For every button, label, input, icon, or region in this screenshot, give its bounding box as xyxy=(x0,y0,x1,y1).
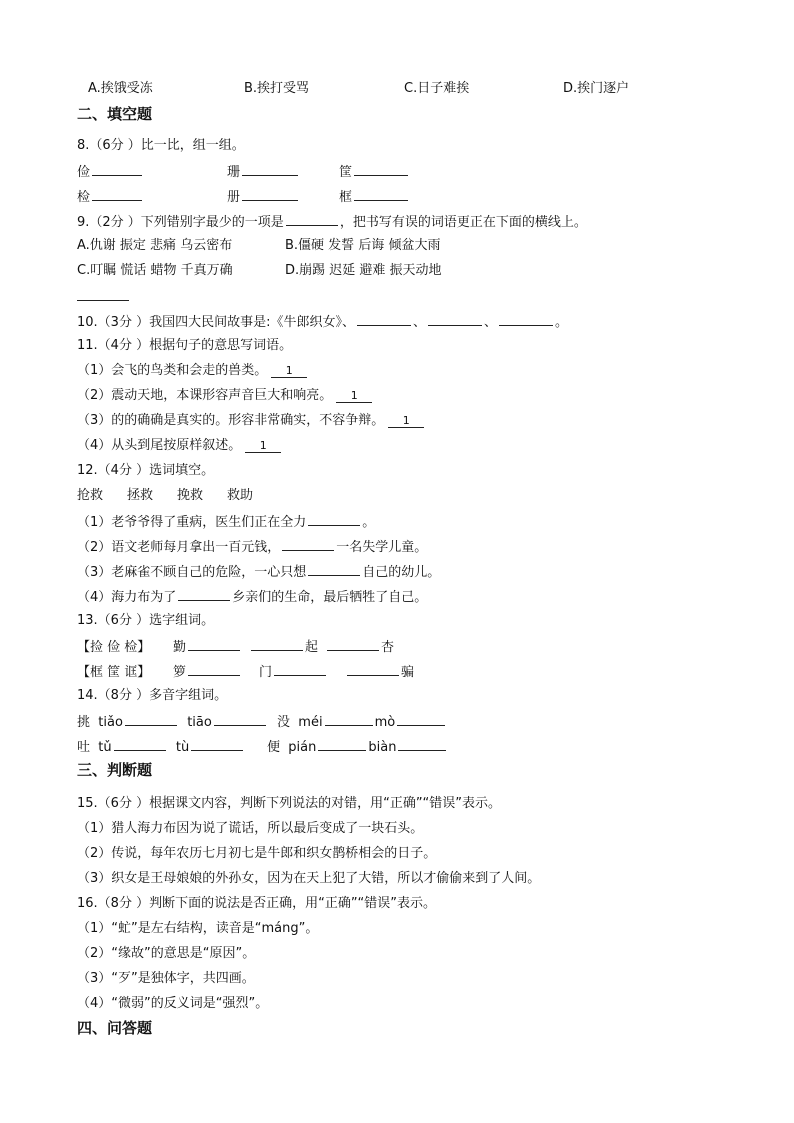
section-title-fill-in: 二、填空题 xyxy=(77,105,153,123)
q15-item-3: （3）织女是王母娘娘的外孙女，因为在天上犯了大错，所以才偷偷来到了人间。 xyxy=(77,871,541,886)
answer-blank[interactable] xyxy=(188,662,240,676)
answer-blank[interactable] xyxy=(428,312,482,326)
q16-item-1: （1）“虻”是左右结构，读音是“máng”。 xyxy=(77,921,319,936)
q8-row-2 xyxy=(77,187,410,207)
q11-stem: 11.（4分 ）根据句子的意思写词语。 xyxy=(77,338,293,353)
answer-blank[interactable] xyxy=(327,637,379,651)
answer-mark[interactable]: 1 xyxy=(388,414,424,428)
answer-blank[interactable] xyxy=(282,537,334,551)
answer-blank[interactable] xyxy=(92,187,142,201)
answer-blank[interactable] xyxy=(286,212,338,226)
q15-stem: 15.（6分 ）根据课文内容，判断下列说法的对错，用“正确”“错误”表示。 xyxy=(77,796,502,811)
word-option: 抢救 xyxy=(77,488,104,503)
answer-mark[interactable]: 1 xyxy=(271,364,307,378)
answer-blank[interactable] xyxy=(325,712,373,726)
q12-sentence-4: （4）海力布为了 乡亲们的生命，最后牺牲了自己。 xyxy=(77,587,427,607)
q9-option-a: A.仇谢 振定 悲痛 乌云密布 xyxy=(77,238,233,253)
q12-sentence-2: （2）语文老师每月拿出一百元钱， 一名失学儿童。 xyxy=(77,537,427,557)
answer-blank[interactable] xyxy=(308,562,360,576)
q12-sentence-1: （1）老爷爷得了重病，医生们正在全力 。 xyxy=(77,512,375,532)
q7-option-d: D.挨门逐户 xyxy=(563,81,630,96)
q9-option-d: D.崩踢 迟延 避难 振天动地 xyxy=(285,263,442,278)
q13-group-1: 【捡 俭 检】 勤 起 杏 xyxy=(77,637,394,657)
q13-stem: 13.（6分 ）选字组词。 xyxy=(77,613,215,628)
q16-stem: 16.（8分 ）判断下面的说法是否正确，用“正确”“错误”表示。 xyxy=(77,896,437,911)
answer-blank[interactable] xyxy=(354,162,408,176)
answer-blank[interactable] xyxy=(274,662,326,676)
q12-stem: 12.（4分 ）选词填空。 xyxy=(77,463,215,478)
q16-item-4: （4）“微弱”的反义词是“强烈”。 xyxy=(77,996,269,1011)
answer-blank[interactable] xyxy=(357,312,411,326)
word-option: 拯救 xyxy=(127,488,154,503)
q14-row-1: 挑 tiǎo tiāo 没 méi mò xyxy=(77,712,447,732)
section-title-judgement: 三、判断题 xyxy=(77,761,153,779)
answer-blank[interactable] xyxy=(125,712,177,726)
q8-char: 筐 xyxy=(339,165,353,180)
answer-mark[interactable]: 1 xyxy=(245,439,281,453)
q11-item-1: （1）会飞的鸟类和会走的兽类。 1 xyxy=(77,362,307,380)
q8-stem: 8.（6分 ）比一比，组一组。 xyxy=(77,138,245,153)
answer-blank[interactable] xyxy=(188,637,240,651)
q15-item-2: （2）传说，每年农历七月初七是牛郎和织女鹊桥相会的日子。 xyxy=(77,846,437,861)
word-option: 救助 xyxy=(227,488,254,503)
q11-item-2: （2）震动天地，本课形容声音巨大和响亮。 1 xyxy=(77,387,372,405)
q7-option-c: C.日子难挨 xyxy=(404,81,470,96)
q14-stem: 14.（8分 ）多音字组词。 xyxy=(77,688,228,703)
q8-char: 珊 xyxy=(227,165,241,180)
q16-item-3: （3）“歹”是独体字，共四画。 xyxy=(77,971,255,986)
q13-group-2: 【框 筐 诓】 箩 门 骗 xyxy=(77,662,414,682)
q8-char: 检 xyxy=(77,190,91,205)
q12-sentence-3: （3）老麻雀不顾自己的危险，一心只想 自己的幼儿。 xyxy=(77,562,440,582)
q7-option-a: A.挨饿受冻 xyxy=(88,81,153,96)
section-title-questions: 四、问答题 xyxy=(77,1019,153,1037)
q9-correction-line[interactable] xyxy=(77,287,129,307)
answer-blank[interactable] xyxy=(499,312,553,326)
q8-row-1 xyxy=(77,162,410,182)
answer-blank[interactable] xyxy=(114,737,166,751)
q16-item-2: （2）“缘故”的意思是“原因”。 xyxy=(77,946,256,961)
answer-blank[interactable] xyxy=(242,162,298,176)
answer-blank[interactable] xyxy=(92,162,142,176)
q12-word-bank xyxy=(77,487,253,505)
answer-blank[interactable] xyxy=(214,712,266,726)
answer-blank[interactable] xyxy=(354,187,408,201)
q11-item-4: （4）从头到尾按原样叙述。 1 xyxy=(77,437,281,455)
answer-blank[interactable] xyxy=(397,712,445,726)
answer-blank[interactable] xyxy=(318,737,366,751)
q9-stem: 9.（2分 ）下列错别字最少的一项是 ，把书写有误的词语更正在下面的横线上。 xyxy=(77,212,587,232)
q14-row-2: 吐 tǔ tù 便 pián biàn xyxy=(77,737,448,757)
q8-char: 俭 xyxy=(77,165,91,180)
answer-mark[interactable]: 1 xyxy=(336,389,372,403)
char-group: 【捡 俭 检】 xyxy=(77,640,151,655)
answer-blank[interactable] xyxy=(251,637,303,651)
answer-blank[interactable] xyxy=(242,187,298,201)
answer-blank[interactable] xyxy=(347,662,399,676)
q7-option-b: B.挨打受骂 xyxy=(244,81,310,96)
q8-char: 册 xyxy=(227,190,241,205)
q15-item-1: （1）猎人海力布因为说了谎话，所以最后变成了一块石头。 xyxy=(77,821,424,836)
char-group: 【框 筐 诓】 xyxy=(77,665,151,680)
answer-blank[interactable] xyxy=(308,512,360,526)
answer-blank[interactable] xyxy=(178,587,230,601)
q8-char: 框 xyxy=(339,190,353,205)
word-option: 挽救 xyxy=(177,488,204,503)
q10-stem: 10.（3分 ）我国四大民间故事是:《牛郎织女》、 、 、 。 xyxy=(77,312,568,332)
q9-option-c: C.叮瞩 慌话 蜡物 千真万确 xyxy=(77,263,233,278)
q11-item-3: （3）的的确确是真实的。形容非常确实，不容争辩。 1 xyxy=(77,412,424,430)
answer-blank[interactable] xyxy=(191,737,243,751)
answer-blank[interactable] xyxy=(398,737,446,751)
q9-option-b: B.僵硬 发誓 后诲 倾盆大雨 xyxy=(285,238,441,253)
